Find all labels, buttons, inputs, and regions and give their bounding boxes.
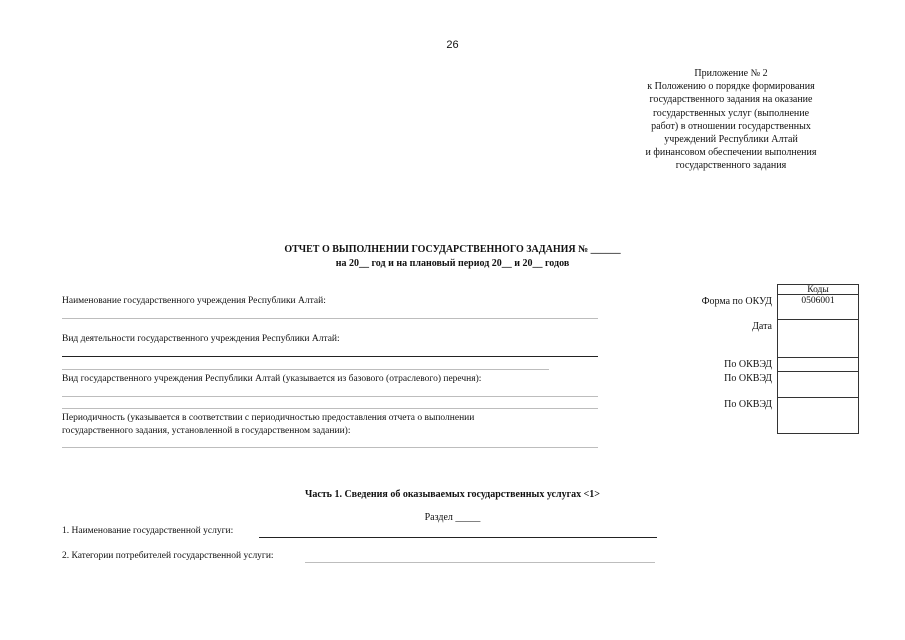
okved-label-1: По ОКВЭД	[724, 359, 772, 370]
institution-type-line-2[interactable]	[62, 408, 598, 409]
appendix-line: учреждений Республики Алтай	[664, 134, 798, 146]
okved-cell-1[interactable]	[777, 358, 859, 372]
periodicity-label: Периодичность (указывается в соответствии с периодичностью предоставления отчета о выполнении	[62, 413, 475, 423]
activity-type-label: Вид деятельности государственного учреждения Республики Алтай:	[62, 334, 340, 344]
service-name-line[interactable]	[259, 537, 657, 538]
okved-label-3: По ОКВЭД	[724, 399, 772, 410]
report-title: ОТЧЕТ О ВЫПОЛНЕНИИ ГОСУДАРСТВЕННОГО ЗАДАНИЯ № ______	[284, 244, 621, 255]
okved-cell-3[interactable]	[777, 398, 859, 434]
activity-type-line-2[interactable]	[62, 369, 549, 370]
report-subtitle: на 20__ год и на плановый период 20__ и 20__ годов	[335, 258, 570, 269]
appendix-line: государственных услуг (выполнение	[652, 107, 810, 119]
appendix-block	[620, 67, 842, 173]
date-cell[interactable]	[777, 320, 859, 358]
appendix-line: государственного задания	[675, 160, 787, 172]
okud-code-cell: 0506001	[777, 295, 859, 320]
consumer-category-label: 2. Категории потребителей государственной услуги:	[62, 551, 274, 561]
codes-header: Коды	[777, 284, 859, 295]
page-number: 26	[446, 39, 459, 51]
institution-type-label: Вид государственного учреждения Республики Алтай (указывается из базового (отраслевого) перечня):	[62, 374, 482, 384]
service-name-label: 1. Наименование государственной услуги:	[62, 526, 234, 536]
part1-title: Часть 1. Сведения об оказываемых государственных услугах <1>	[304, 489, 601, 500]
institution-name-line[interactable]	[62, 318, 598, 319]
appendix-line: к Положению о порядке формирования	[647, 81, 815, 93]
codes-table	[777, 284, 859, 434]
appendix-line: Приложение № 2	[694, 68, 768, 79]
consumer-category-line[interactable]	[305, 562, 655, 563]
institution-type-line[interactable]	[62, 396, 598, 397]
activity-type-line[interactable]	[62, 356, 598, 357]
okud-label: Форма по ОКУД	[701, 296, 772, 307]
institution-name-label: Наименование государственного учреждения Республики Алтай:	[62, 296, 326, 306]
appendix-line: государственного задания на оказание	[649, 94, 813, 106]
okved-label-2: По ОКВЭД	[724, 373, 772, 384]
section-label: Раздел _____	[424, 512, 481, 523]
appendix-line: работ) в отношении государственных	[651, 120, 811, 132]
periodicity-label-2: государственного задания, установленной в государственном задании):	[62, 426, 351, 436]
periodicity-line[interactable]	[62, 447, 598, 448]
appendix-line: и финансовом обеспечении выполнения	[645, 147, 817, 159]
okved-cell-2[interactable]	[777, 372, 859, 398]
date-label: Дата	[752, 321, 772, 332]
